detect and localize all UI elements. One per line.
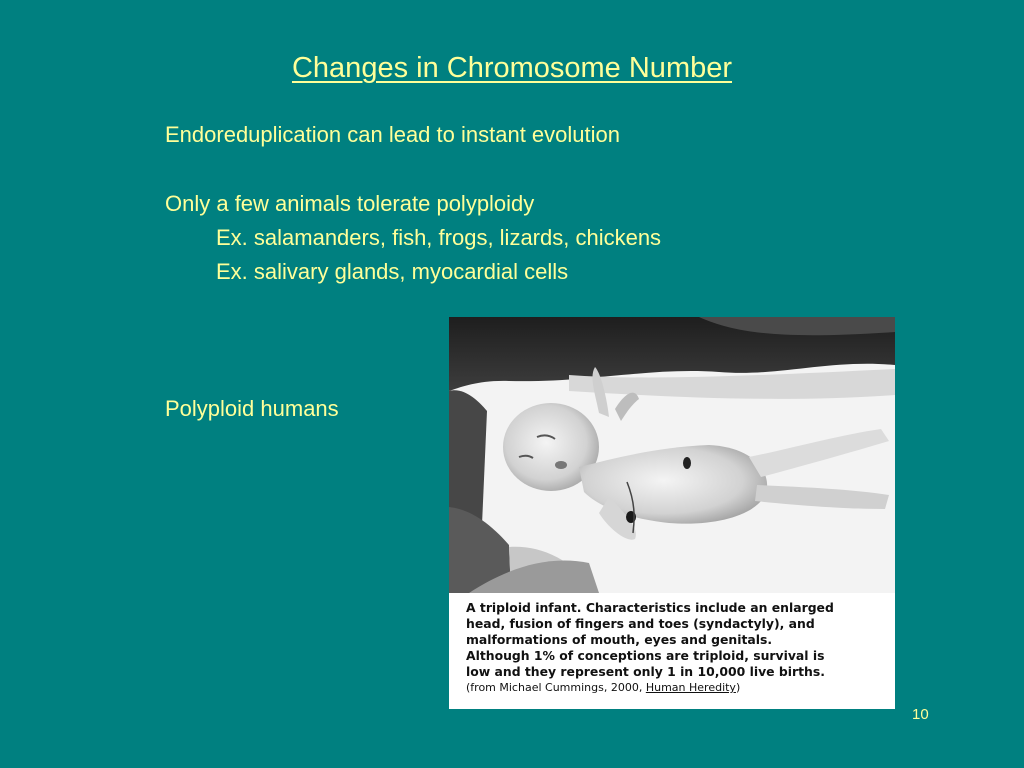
source-suffix: ) [735, 681, 741, 694]
caption-source [466, 681, 886, 695]
triploid-infant-figure [449, 317, 895, 709]
page-number: 10 [912, 706, 929, 723]
triploid-infant-photo [449, 317, 895, 593]
example-cells: Ex. salivary glands, myocardial cells [216, 259, 569, 284]
bullet-polyploid-humans: Polyploid humans [165, 396, 339, 421]
source-prefix: (from Michael Cummings, 2000, [466, 681, 646, 694]
caption-line: head, fusion of fingers and toes (syndactyly), and [466, 616, 815, 631]
caption-line: A triploid infant. Characteristics include an enlarged [466, 600, 834, 615]
caption-line: malformations of mouth, eyes and genitals. [466, 632, 773, 647]
example-animals: Ex. salamanders, fish, frogs, lizards, chickens [216, 225, 662, 250]
slide-title: Changes in Chromosome Number [291, 52, 733, 84]
caption-line: Although 1% of conceptions are triploid, survival is [466, 648, 825, 663]
caption-line: low and they represent only 1 in 10,000 live births. [466, 664, 825, 679]
figure-caption [466, 600, 886, 695]
bullet-polyploidy-tolerance: Only a few animals tolerate polyploidy [165, 191, 535, 216]
source-book-title: Human Heredity [645, 681, 736, 694]
bullet-endoreduplication: Endoreduplication can lead to instant evolution [165, 122, 620, 147]
